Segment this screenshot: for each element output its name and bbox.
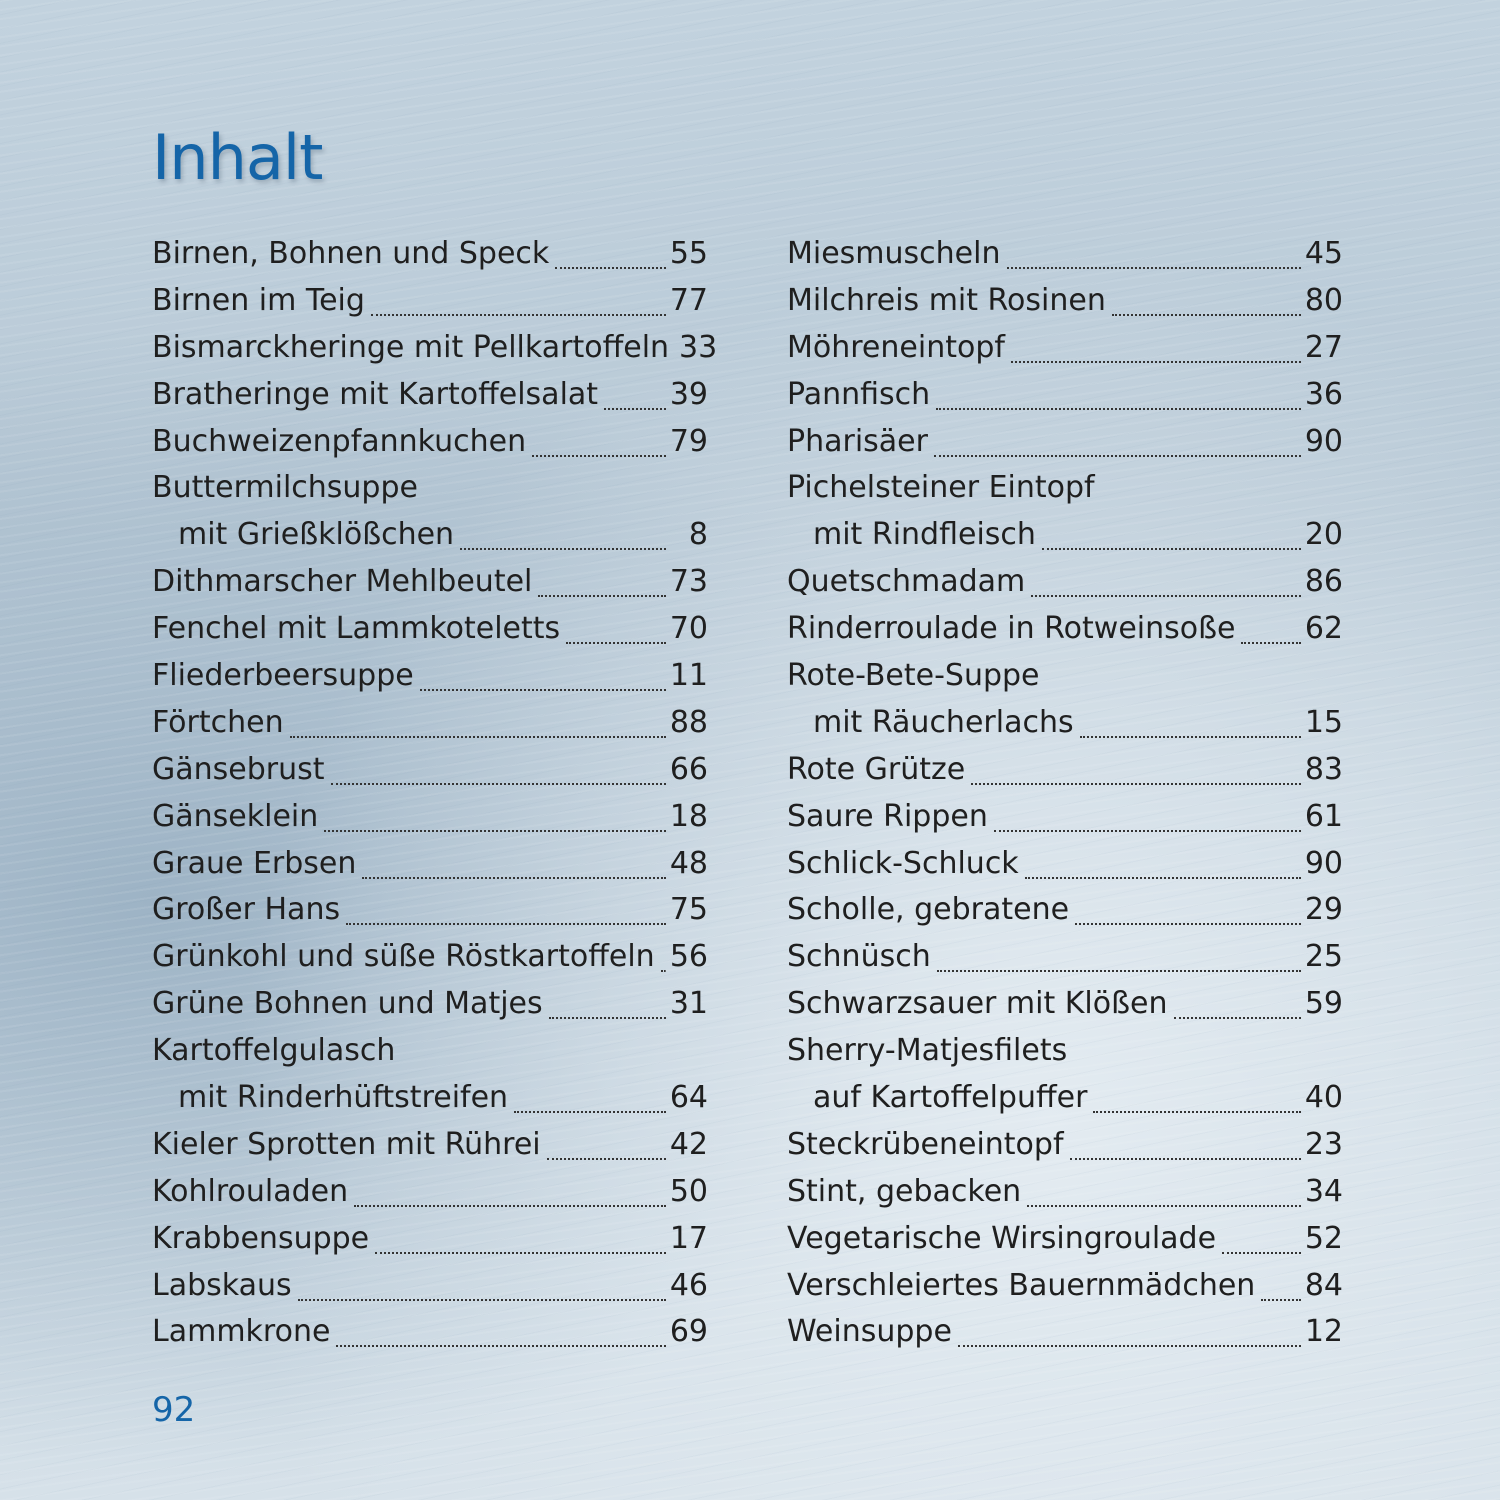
toc-entry [152, 981, 708, 1028]
toc-row [787, 653, 1343, 700]
toc-entry-label: Dithmarscher Mehlbeutel [152, 564, 533, 600]
toc-entry-label: Schnüsch [787, 939, 931, 975]
toc-entry-page: 46 [669, 1267, 708, 1303]
toc-entry [787, 606, 1343, 653]
toc-entry [152, 1309, 708, 1356]
toc-row [152, 981, 708, 1028]
dot-leader [1007, 237, 1301, 269]
dot-leader [1025, 847, 1301, 879]
toc-entry-label: Möhreneintopf [787, 329, 1005, 365]
toc-row [152, 1169, 708, 1216]
toc-entry-page: 31 [669, 986, 708, 1022]
toc-row [152, 934, 708, 981]
toc-entry [787, 747, 1343, 794]
toc-entry-label: mit Grießklößchen [178, 517, 455, 553]
toc-entry [787, 981, 1343, 1028]
dot-leader [604, 378, 666, 410]
dot-leader [1174, 987, 1301, 1019]
toc-entry-label: Miesmuscheln [787, 236, 1001, 271]
toc-entry [787, 325, 1343, 372]
toc-entry [787, 1075, 1343, 1122]
toc-entry-label: Großer Hans [152, 892, 341, 928]
dot-leader [420, 659, 666, 691]
toc-row [152, 325, 718, 372]
toc-entry-label: Steckrübeneintopf [787, 1126, 1064, 1162]
toc-entry [787, 1309, 1343, 1356]
toc-row [787, 1216, 1343, 1263]
toc-entry-page: 23 [1304, 1126, 1343, 1162]
dot-leader [547, 1128, 666, 1160]
dot-leader [1027, 1175, 1301, 1207]
toc-entry-page: 70 [669, 611, 708, 647]
toc-row [152, 1075, 708, 1122]
toc-row [787, 747, 1343, 794]
toc-right-column [787, 231, 1343, 1356]
toc-entry [152, 325, 718, 372]
toc-entry [787, 372, 1343, 419]
dot-leader [346, 893, 666, 925]
dot-leader [661, 940, 666, 972]
toc-entry [787, 419, 1343, 466]
toc-entry-page: 75 [669, 892, 708, 928]
dot-leader [375, 1222, 666, 1254]
toc-entry [787, 1169, 1343, 1216]
toc-entry [152, 700, 708, 747]
toc-row [152, 1309, 708, 1356]
toc-entry-page: 56 [669, 939, 708, 975]
toc-entry [787, 465, 1343, 512]
toc-row [152, 512, 708, 559]
dot-leader [1042, 518, 1301, 550]
dot-leader [1222, 1222, 1301, 1254]
toc-entry-label: Pannfisch [787, 376, 931, 412]
toc-entry-label: mit Rindfleisch [813, 517, 1036, 553]
toc-entry-label: Grünkohl und süße Röstkartoffeln [152, 939, 655, 975]
toc-entry-label: Fenchel mit Lammkoteletts [152, 611, 561, 647]
toc-entry-label: Grüne Bohnen und Matjes [152, 986, 543, 1022]
toc-entry [152, 1263, 708, 1310]
toc-entry-label: Gänseklein [152, 798, 319, 834]
toc-entry [787, 700, 1343, 747]
toc-row [787, 559, 1343, 606]
toc-row [152, 1122, 708, 1169]
dot-leader [1070, 1128, 1301, 1160]
toc-entry-label: Bratheringe mit Kartoffelsalat [152, 376, 599, 412]
toc-entry-label: Scholle, gebratene [787, 892, 1070, 928]
toc-entry [787, 559, 1343, 606]
toc-row [787, 419, 1343, 466]
toc-entry-page: 29 [1304, 892, 1343, 928]
toc-entry-label: Graue Erbsen [152, 845, 357, 881]
toc-entry [152, 1075, 708, 1122]
toc-row [787, 372, 1343, 419]
toc-entry [152, 372, 708, 419]
toc-entry [152, 606, 708, 653]
toc-entry [787, 231, 1343, 278]
toc-entry [152, 1028, 708, 1075]
dot-leader [460, 518, 666, 550]
toc-entry [152, 934, 708, 981]
toc-entry-label: Buchweizenpfannkuchen [152, 423, 527, 459]
toc-row [152, 278, 708, 325]
toc-entry [787, 934, 1343, 981]
toc-entry [787, 1216, 1343, 1263]
toc-row [152, 419, 708, 466]
toc-row [787, 841, 1343, 888]
toc-entry-page: 27 [1304, 329, 1343, 365]
toc-row [152, 887, 708, 934]
toc-entry-page: 18 [669, 798, 708, 834]
toc-entry-page: 88 [669, 704, 708, 740]
toc-entry-label: Förtchen [152, 704, 284, 740]
toc-entry [152, 559, 708, 606]
toc-row [787, 606, 1343, 653]
toc-entry [152, 841, 708, 888]
toc-entry-page: 62 [1304, 611, 1343, 647]
toc-row [152, 231, 708, 278]
toc-entry-label: Krabbensuppe [152, 1220, 370, 1256]
toc-entry [152, 794, 708, 841]
toc-row [787, 1169, 1343, 1216]
dot-leader [1093, 1081, 1300, 1113]
dot-leader [331, 753, 666, 785]
toc-row [152, 1028, 708, 1075]
toc-entry-label: Quetschmadam [787, 564, 1026, 600]
toc-entry-page: 83 [1304, 751, 1343, 787]
toc-row [787, 1263, 1343, 1310]
dot-leader [1080, 706, 1301, 738]
toc-row [787, 794, 1343, 841]
toc-entry-label: Pichelsteiner Eintopf [787, 470, 1095, 506]
dot-leader [1075, 893, 1301, 925]
toc-entry-label: Vegetarische Wirsingroulade [787, 1220, 1217, 1256]
toc-entry-page: 73 [669, 564, 708, 600]
toc-entry-page: 42 [669, 1126, 708, 1162]
toc-entry-page: 79 [669, 423, 708, 459]
toc-entry-page: 25 [1304, 939, 1343, 975]
toc-entry-label: Pharisäer [787, 423, 928, 459]
toc-entry-page: 36 [1304, 376, 1343, 412]
dot-leader [298, 1269, 666, 1301]
toc-row [787, 1309, 1343, 1356]
toc-entry-label: Stint, gebacken [787, 1173, 1022, 1209]
toc-row [152, 1216, 708, 1263]
toc-entry-page: 45 [1304, 236, 1343, 271]
toc-entry-page: 33 [679, 329, 718, 365]
toc-entry-label: Weinsuppe [787, 1314, 952, 1350]
toc-entry-page: 64 [669, 1080, 708, 1116]
toc-entry-page: 66 [669, 751, 708, 787]
toc-entry [152, 887, 708, 934]
toc-entry-page: 84 [1304, 1267, 1343, 1303]
toc-row [787, 278, 1343, 325]
toc-entry-label: Birnen im Teig [152, 282, 365, 318]
toc-entry-label: Rote Grütze [787, 751, 966, 787]
toc-entry-page: 55 [669, 236, 708, 271]
toc-entry-label: Milchreis mit Rosinen [787, 282, 1106, 318]
dot-leader [971, 753, 1301, 785]
toc-entry-page: 69 [669, 1314, 708, 1350]
toc-entry-label: Fliederbeersuppe [152, 658, 414, 694]
dot-leader [514, 1081, 666, 1113]
toc-entry-label: auf Kartoffelpuffer [813, 1080, 1088, 1116]
toc-entry [787, 1122, 1343, 1169]
toc-entry-page: 50 [669, 1173, 708, 1209]
toc-entry-label: Labskaus [152, 1267, 292, 1303]
toc-entry [152, 1216, 708, 1263]
dot-leader [324, 800, 666, 832]
toc-entry-page: 17 [669, 1220, 708, 1256]
dot-leader [362, 847, 665, 879]
toc-entry-page: 80 [1304, 282, 1343, 318]
toc-entry [787, 794, 1343, 841]
toc-row [787, 1075, 1343, 1122]
toc-entry-page: 90 [1304, 845, 1343, 881]
dot-leader [1031, 565, 1301, 597]
dot-leader [538, 565, 665, 597]
toc-entry-label: Bismarckheringe mit Pellkartoffeln [152, 329, 670, 365]
toc-row [787, 934, 1343, 981]
toc-entry [787, 887, 1343, 934]
toc-row [787, 1122, 1343, 1169]
toc-row [152, 559, 708, 606]
toc-entry [152, 747, 708, 794]
dot-leader [1112, 284, 1301, 316]
toc-entry [787, 653, 1343, 700]
dot-leader [555, 237, 666, 269]
toc-entry-page: 8 [688, 517, 708, 553]
dot-leader [371, 284, 666, 316]
toc-entry-page: 20 [1304, 517, 1343, 553]
toc-entry-label: Saure Rippen [787, 798, 988, 834]
toc-row [787, 1028, 1343, 1075]
toc-entry-label: Kieler Sprotten mit Rührei [152, 1126, 541, 1162]
toc-entry-page: 40 [1304, 1080, 1343, 1116]
toc-entry [787, 512, 1343, 559]
dot-leader [994, 800, 1301, 832]
toc-entry-page: 86 [1304, 564, 1343, 600]
toc-row [787, 231, 1343, 278]
toc-entry-label: mit Rinderhüftstreifen [178, 1080, 509, 1116]
toc-row [787, 981, 1343, 1028]
toc-entry-page: 90 [1304, 423, 1343, 459]
toc-entry-label: Gänsebrust [152, 751, 325, 787]
toc-entry-label: Birnen, Bohnen und Speck [152, 236, 550, 271]
dot-leader [290, 706, 666, 738]
toc-entry [787, 841, 1343, 888]
toc-row [787, 465, 1343, 512]
toc-entry-label: mit Räucherlachs [813, 704, 1074, 740]
toc-entry [152, 653, 708, 700]
dot-leader [354, 1175, 666, 1207]
toc-left-column [152, 231, 718, 1356]
toc-entry-label: Schlick-Schluck [787, 845, 1019, 881]
toc-entry-label: Kohlrouladen [152, 1173, 349, 1209]
toc-entry-page: 12 [1304, 1314, 1343, 1350]
toc-row [787, 325, 1343, 372]
toc-entry-label: Rote-Bete-Suppe [787, 658, 1040, 694]
dot-leader [549, 987, 666, 1019]
toc-row [787, 887, 1343, 934]
toc-entry [152, 512, 708, 559]
toc-entry-label: Kartoffelgulasch [152, 1033, 396, 1069]
toc-entry [787, 1263, 1343, 1310]
toc-entry-page: 77 [669, 282, 708, 318]
toc-entry [152, 1169, 708, 1216]
toc-entry-page: 15 [1304, 704, 1343, 740]
dot-leader [934, 425, 1301, 457]
toc-row [152, 1263, 708, 1310]
toc-entry [152, 231, 708, 278]
dot-leader [336, 1315, 665, 1347]
dot-leader [1241, 612, 1300, 644]
dot-leader [958, 1315, 1301, 1347]
toc-entry [152, 278, 708, 325]
toc-entry-label: Rinderroulade in Rotweinsoße [787, 611, 1236, 647]
toc-entry-page: 39 [669, 376, 708, 412]
toc-row [152, 841, 708, 888]
toc-row [787, 512, 1343, 559]
toc-row [152, 372, 708, 419]
dot-leader [937, 940, 1301, 972]
toc-entry-label: Sherry-Matjesfilets [787, 1033, 1068, 1069]
toc-entry [152, 465, 708, 512]
toc-row [152, 794, 708, 841]
toc-entry-page: 48 [669, 845, 708, 881]
toc-entry-label: Verschleiertes Bauernmädchen [787, 1267, 1256, 1303]
dot-leader [936, 378, 1301, 410]
toc-entry [787, 1028, 1343, 1075]
toc-row [152, 606, 708, 653]
toc-row [152, 653, 708, 700]
toc-entry-page: 61 [1304, 798, 1343, 834]
toc-entry-label: Buttermilchsuppe [152, 470, 418, 506]
dot-leader [566, 612, 666, 644]
toc-entry-label: Schwarzsauer mit Klößen [787, 986, 1168, 1022]
toc-row [152, 465, 708, 512]
dot-leader [1011, 331, 1301, 363]
toc-row [152, 700, 708, 747]
page-title: Inhalt [152, 121, 323, 194]
toc-entry-page: 52 [1304, 1220, 1343, 1256]
page-number: 92 [152, 1390, 196, 1430]
toc-entry-page: 11 [669, 658, 708, 694]
toc-entry [152, 419, 708, 466]
toc-row [152, 747, 708, 794]
toc-entry-page: 34 [1304, 1173, 1343, 1209]
dot-leader [1261, 1269, 1301, 1301]
toc-entry-page: 59 [1304, 986, 1343, 1022]
dot-leader [532, 425, 666, 457]
toc-entry [152, 1122, 708, 1169]
toc-entry [787, 278, 1343, 325]
toc-entry-label: Lammkrone [152, 1314, 331, 1350]
toc-row [787, 700, 1343, 747]
